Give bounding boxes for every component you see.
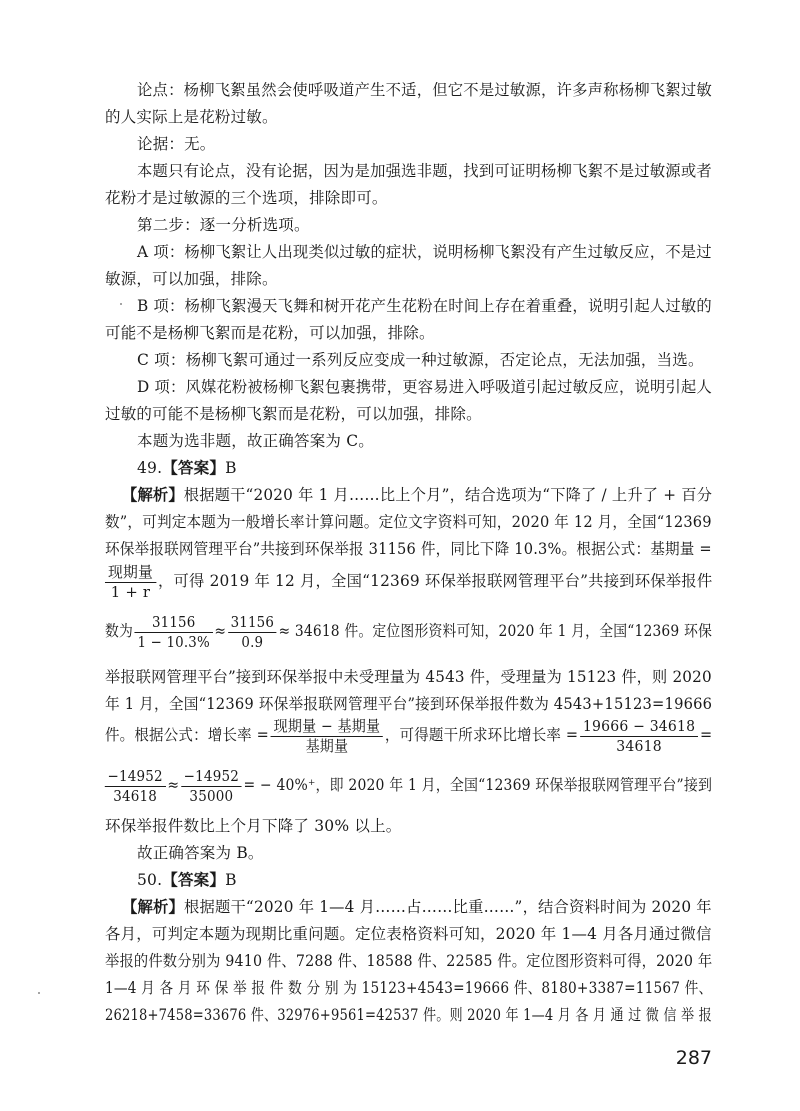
option-b-text: 可能不是杨柳飞絮而是花粉，可以加强，排除。 <box>105 324 435 342</box>
approx-sign: ≈ <box>214 622 227 640</box>
fraction <box>580 717 698 756</box>
scan-dot <box>38 992 40 994</box>
fraction-numerator: 19666 − 34618 <box>580 717 698 737</box>
page-number: 287 <box>675 1047 712 1069</box>
answer-tag: 【答案】 <box>162 870 226 889</box>
fraction-numerator: 现期量 − 基期量 <box>271 717 383 737</box>
analysis-tag: 【解析】 <box>122 897 184 916</box>
analysis-text: 件。根据公式：增长率 = <box>105 726 269 744</box>
fraction-denominator: 1 − 10.3% <box>137 632 210 651</box>
option-a-text: A 项：杨柳飞絮让人出现类似过敏的症状，说明杨柳飞絮没有产生过敏反应，不是过 <box>137 243 712 261</box>
analysis-text: = − 40%⁺，即 2020 年 1 月，全国“12369 环保举报联网管理平台”接到 <box>243 776 713 794</box>
equals-sign: = <box>699 726 713 744</box>
conclusion-text: 本题为选非题，故正确答案为 C。 <box>137 432 374 450</box>
analysis-text: ，可得 2019 年 12 月，全国“12369 环保举报联网管理平台”共接到环保举报件 <box>157 572 713 590</box>
analysis-line <box>122 485 712 505</box>
fraction <box>228 613 277 652</box>
analysis-line: 各月，可判定本题为现期比重问题。定位表格资料可知，2020 年 1—4 月各月通过微信 <box>105 925 712 943</box>
analysis-line: 数”，可判定本题为一般增长率计算问题。定位文字资料可知，2020 年 12 月，全国“12369 <box>105 513 712 531</box>
analysis-line: 1—4 月 各 月 环 保 举 报 件 数 分 别 为 15123+4543=19666 件、8180+3387=11567 件、 <box>105 979 713 997</box>
analysis-text: 数为 <box>105 622 134 640</box>
scan-dot <box>120 303 122 305</box>
text-line: 本题只有论点，没有论据，因为是加强选非题，找到可证明杨柳飞絮不是过敏源或者 <box>137 162 712 180</box>
answer-value: B <box>225 871 237 889</box>
fraction <box>105 767 166 806</box>
analysis-line <box>105 612 712 652</box>
text-line: 的人实际上是花粉过敏。 <box>105 108 278 126</box>
analysis-line: 环保举报件数比上个月下降了 30% 以上。 <box>105 817 402 835</box>
analysis-line: 举报的件数分别为 9410 件、7288 件、18588 件、22585 件。定位图形资料可得，2020 年 <box>105 952 713 970</box>
analysis-line: 26218+7458=33676 件、32976+9561=42537 件。则 2020 年 1—4 月 各 月 通 过 微 信 举 报 <box>105 1006 712 1024</box>
fraction-denominator: 1 + r <box>110 582 151 601</box>
analysis-line <box>103 766 712 806</box>
analysis-line: 举报联网管理平台”接到环保举报中未受理量为 4543 件，受理量为 15123 件，则 2020 <box>105 668 712 686</box>
option-d-text: 过敏的可能不是杨柳飞絮而是花粉，可以加强，排除。 <box>105 405 482 423</box>
analysis-tag: 【解析】 <box>122 485 184 504</box>
text-line: 论点：杨柳飞絮虽然会使呼吸道产生不适，但它不是过敏源，许多声称杨柳飞絮过敏 <box>137 81 712 99</box>
fraction <box>181 767 242 806</box>
option-c-text: C 项：杨柳飞絮可通过一系列反应变成一种过敏源，否定论点，无法加强，当选。 <box>137 351 704 369</box>
analysis-text: 根据题干“2020 年 1—4 月……占……比重……”，结合资料时间为 2020 年 <box>183 898 712 916</box>
analysis-line: 环保举报联网管理平台”共接到环保举报 31156 件，同比下降 10.3%。根据公式：基期量 = <box>105 540 712 558</box>
answer-conclusion: 故正确答案为 B。 <box>137 844 264 862</box>
fraction-denominator: 0.9 <box>241 632 264 651</box>
analysis-line <box>122 897 712 917</box>
fraction-denominator: 34618 <box>113 786 158 805</box>
fraction-numerator: −14952 <box>181 767 242 787</box>
fraction-numerator: 31156 <box>135 613 213 633</box>
option-b-text: B 项：杨柳飞絮漫天飞舞和树开花产生花粉在时间上存在着重叠，说明引起人过敏的 <box>137 297 712 315</box>
fraction-growth-formula <box>271 717 383 756</box>
question-50-answer <box>137 870 237 890</box>
answer-value: B <box>225 459 237 477</box>
analysis-line <box>103 562 712 602</box>
question-number: 50. <box>137 871 163 889</box>
fraction-numerator: 31156 <box>228 613 277 633</box>
option-d-text: D 项：风媒花粉被杨柳飞絮包裹携带，更容易进入呼吸道引起过敏反应，说明引起人 <box>137 378 712 396</box>
fraction <box>135 613 213 652</box>
analysis-line: 年 1 月，全国“12369 环保举报联网管理平台”接到环保举报件数为 4543+15123=19666 <box>105 695 713 713</box>
fraction-denominator: 35000 <box>189 786 234 805</box>
analysis-text: ，可得题干所求环比增长率 = <box>384 726 579 744</box>
text-line: 花粉才是过敏源的三个选项，排除即可。 <box>105 189 388 207</box>
fraction-denominator: 基期量 <box>305 736 349 755</box>
fraction-base-formula <box>105 563 156 602</box>
analysis-line <box>105 716 712 756</box>
fraction-denominator: 34618 <box>616 736 662 755</box>
question-49-answer <box>137 458 237 478</box>
text-line: 论据：无。 <box>137 135 216 153</box>
analysis-text: ≈ 34618 件。定位图形资料可知，2020 年 1 月，全国“12369 环保 <box>278 622 712 640</box>
fraction-numerator: 现期量 <box>105 563 156 583</box>
fraction-numerator: −14952 <box>105 767 166 787</box>
question-number: 49. <box>137 459 163 477</box>
answer-tag: 【答案】 <box>162 458 226 477</box>
analysis-text: 根据题干“2020 年 1 月……比上个月”，结合选项为“下降了 / 上升了 + 百分 <box>183 486 713 504</box>
approx-sign: ≈ <box>167 776 180 794</box>
text-line: 第二步：逐一分析选项。 <box>137 216 310 234</box>
option-a-text: 敏源，可以加强，排除。 <box>105 270 278 288</box>
